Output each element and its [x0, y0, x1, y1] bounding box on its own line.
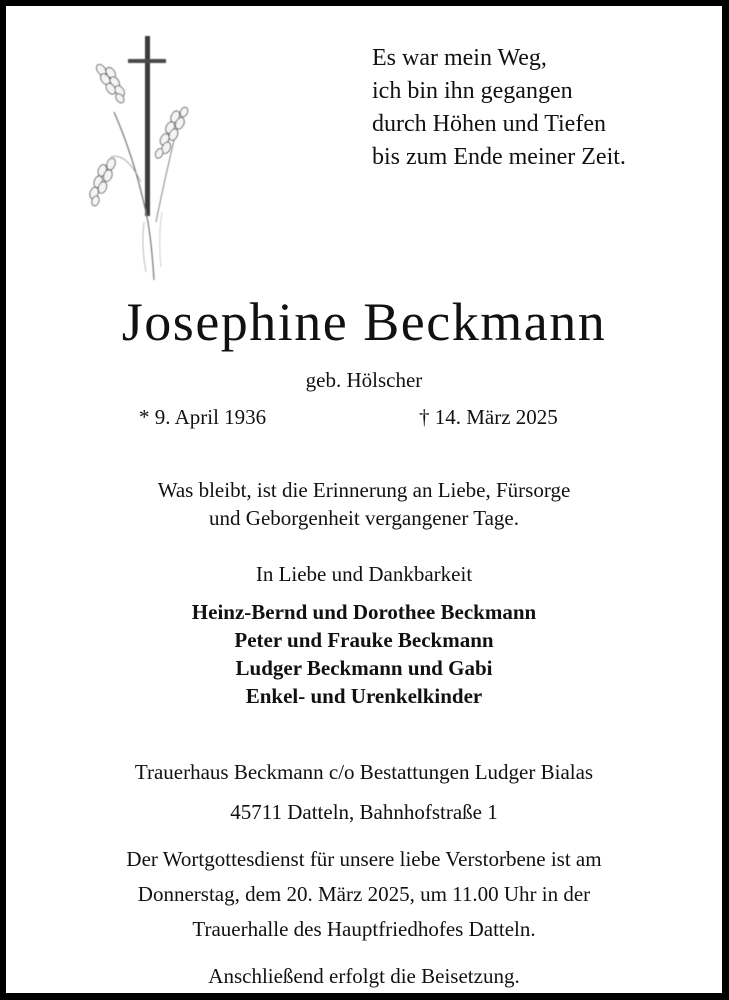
memorial-quote — [6, 476, 722, 532]
obituary-card — [6, 6, 722, 993]
mourner-name: Peter und Frauke Beckmann — [234, 628, 494, 652]
mourners-list — [6, 598, 722, 710]
poem-line: ich bin ihn gegangen — [372, 78, 573, 104]
address-line: 45711 Datteln, Bahnhofstraße 1 — [230, 800, 498, 824]
mourner-name: Ludger Beckmann und Gabi — [235, 656, 493, 680]
cross-with-wheat-icon — [66, 32, 196, 282]
birth-date: * 9. April 1936 — [139, 405, 267, 429]
quote-line: und Geborgenheit vergangener Tage. — [209, 506, 519, 530]
poem-line: bis zum Ende meiner Zeit. — [372, 144, 626, 170]
quote-line: Was bleibt, ist die Erinnerung an Liebe, Fürsorge — [157, 478, 571, 502]
service-line: Der Wortgottesdienst für unsere liebe Verstorbene ist am — [126, 847, 602, 871]
deceased-name: Josephine Beckmann — [121, 292, 607, 352]
poem-line: Es war mein Weg, — [372, 45, 547, 71]
burial-note: Anschließend erfolgt die Beisetzung. — [208, 964, 520, 988]
service-line: Trauerhalle des Hauptfriedhofes Datteln. — [192, 917, 536, 941]
address-line: Trauerhaus Beckmann c/o Bestattungen Ludger Bialas — [134, 760, 594, 784]
mourner-name: Enkel- und Urenkelkinder — [245, 684, 483, 708]
service-line: Donnerstag, dem 20. März 2025, um 11.00 Uhr in der — [137, 882, 591, 906]
mourners-intro: In Liebe und Dankbarkeit — [255, 562, 473, 586]
poem-verse — [372, 42, 626, 174]
poem-line: durch Höhen und Tiefen — [372, 111, 606, 137]
mourning-house-address — [6, 752, 722, 832]
mourner-name: Heinz-Bernd und Dorothee Beckmann — [191, 600, 537, 624]
death-date: † 14. März 2025 — [419, 405, 558, 429]
maiden-name: geb. Hölscher — [305, 368, 423, 392]
service-details — [6, 842, 722, 947]
